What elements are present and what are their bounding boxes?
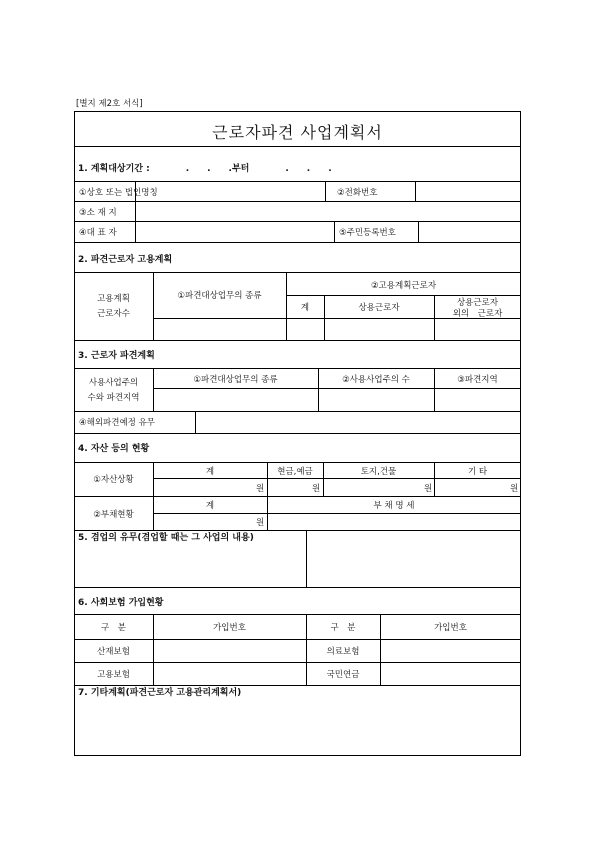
- won-unit: 원: [510, 484, 519, 494]
- assets-total-header: 계: [205, 467, 215, 477]
- non-regular-workers-header-1: 상용근로자: [456, 298, 499, 308]
- total-header: 계: [300, 303, 310, 313]
- regular-workers-header: 상용근로자: [358, 303, 400, 313]
- section-6-heading: 6. 사회보험 가입현황: [78, 598, 164, 608]
- debt-detail-header: 부 채 명 세: [373, 501, 415, 511]
- section-3-heading: 3. 근로자 파견계획: [78, 351, 155, 361]
- dispatch-work-type-header: ①파견대상업무의 종류: [177, 291, 262, 301]
- won-unit: 원: [312, 484, 321, 494]
- worker-count-label: 근로자수: [97, 309, 130, 319]
- user-employer-label-1: 사용사업주의: [88, 378, 139, 388]
- overseas-dispatch-label: ④해외파견예정 유무: [79, 418, 156, 428]
- non-regular-workers-header-2: 외의 근로자: [452, 309, 503, 319]
- dispatch-region-header: ③파견지역: [457, 375, 498, 385]
- membership-number-header: 가입번호: [434, 623, 467, 633]
- representative-label: ④대 표 자: [79, 228, 117, 238]
- insurance-type-header: 구 분: [330, 623, 356, 633]
- national-pension-label: 국민연금: [326, 670, 360, 680]
- other-header: 기 타: [467, 467, 488, 477]
- insurance-type-header: 구 분: [101, 623, 126, 633]
- phone-label: ②전화번호: [337, 188, 378, 198]
- land-header: 토지,건물: [360, 467, 397, 477]
- user-employer-label-2: 수와 파견지역: [87, 393, 140, 403]
- section-5-heading: 5. 겸업의 유무(겸업할 때는 그 사업의 내용): [78, 533, 254, 543]
- work-type-header: ①파견대상업무의 종류: [193, 375, 278, 385]
- section-2-heading: 2. 파견근로자 고용계획: [78, 255, 173, 265]
- won-unit: 원: [256, 484, 265, 494]
- employment-insurance-label: 고용보험: [97, 670, 130, 680]
- form-number-label: [별지 제2호 서식]: [76, 99, 143, 109]
- industrial-accident-insurance-label: 산재보험: [97, 647, 130, 657]
- assets-label: ①자산상황: [93, 475, 134, 485]
- section-1-heading: 1. 계획대상기간 : . . .부터 . . .: [78, 164, 332, 174]
- page-title: 근로자파견 사업계획서: [212, 123, 383, 142]
- address-label: ③소 재 지: [79, 208, 117, 218]
- section-4-heading: 4. 자산 등의 현황: [78, 444, 150, 454]
- membership-number-header: 가입번호: [213, 623, 246, 633]
- resident-number-label: ⑤주민등록번호: [339, 228, 396, 238]
- hire-plan-label: 고용계획: [97, 294, 130, 304]
- company-name-label: ①상호 또는 법인명칭: [79, 188, 158, 198]
- user-employer-count-header: ②사용사업주의 수: [342, 375, 410, 385]
- won-unit: 원: [424, 484, 433, 494]
- debts-label: ②부채현황: [93, 510, 134, 520]
- planned-workers-header: ②고용계획근로자: [370, 281, 437, 291]
- won-unit: 원: [256, 518, 265, 528]
- medical-insurance-label: 의료보험: [326, 647, 360, 657]
- cash-header: 현금,예금: [277, 467, 313, 477]
- debts-total-header: 계: [205, 501, 215, 511]
- section-7-heading: 7. 기타계획(파견근로자 고용관리계획서): [78, 688, 242, 698]
